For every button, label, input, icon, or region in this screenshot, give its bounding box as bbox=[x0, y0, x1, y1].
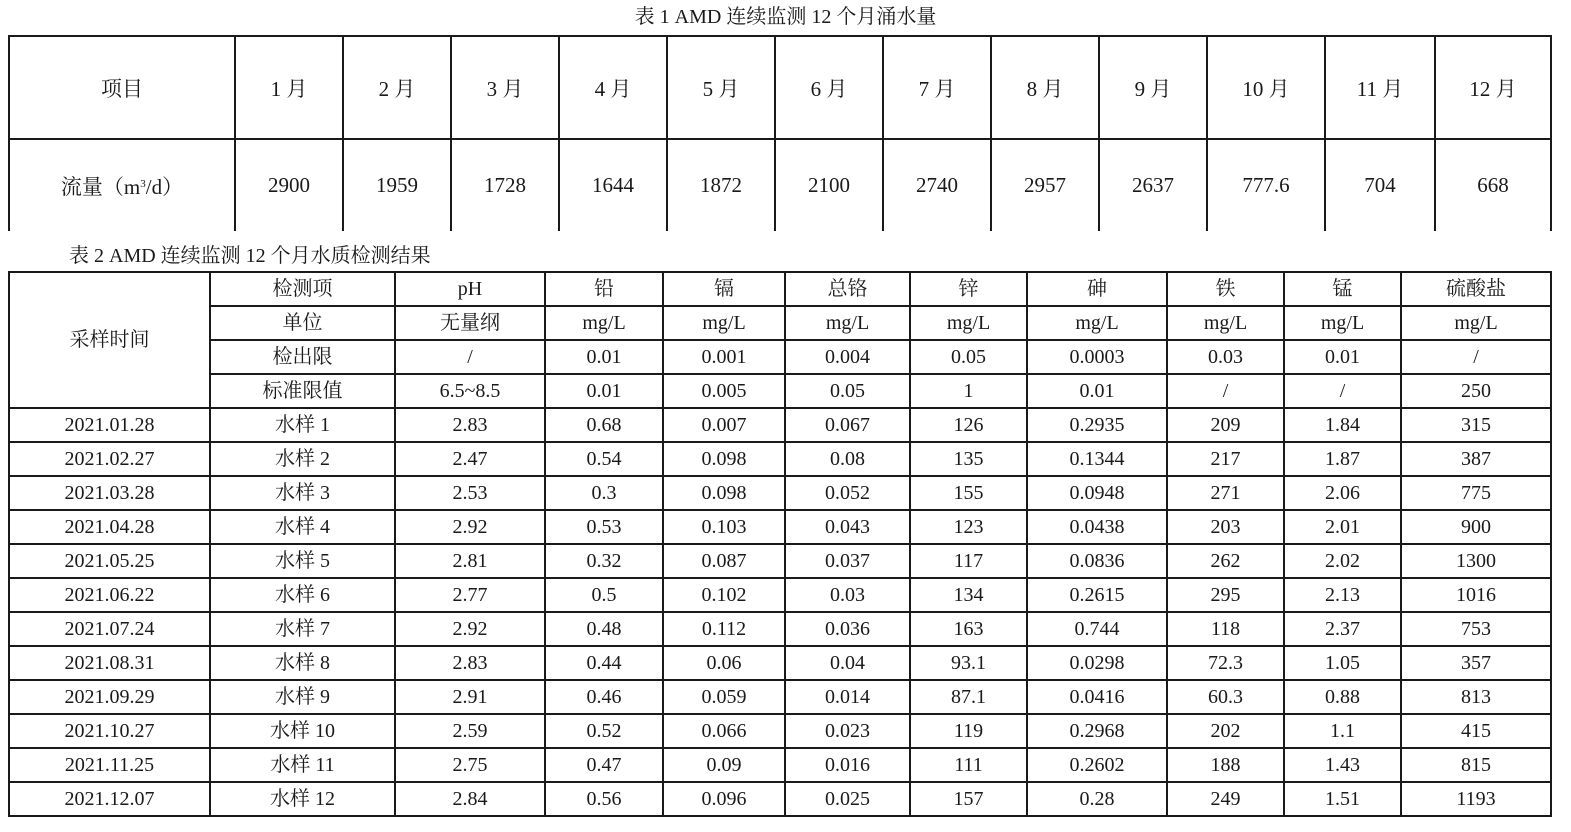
meta-cell: mg/L bbox=[545, 306, 663, 340]
header-cell: 5 月 bbox=[667, 36, 775, 139]
table-cell: 157 bbox=[910, 782, 1027, 816]
table-cell: 813 bbox=[1401, 680, 1551, 714]
table-cell: 0.102 bbox=[663, 578, 785, 612]
table-cell: 0.098 bbox=[663, 476, 785, 510]
header-cell: 6 月 bbox=[775, 36, 883, 139]
table-cell: 0.03 bbox=[785, 578, 910, 612]
table-cell: 2.92 bbox=[395, 510, 545, 544]
table-cell: 815 bbox=[1401, 748, 1551, 782]
flow-value: 777.6 bbox=[1207, 139, 1325, 231]
sample-name: 水样 9 bbox=[210, 680, 395, 714]
flow-label-post: /d） bbox=[145, 174, 184, 199]
table-cell: 0.037 bbox=[785, 544, 910, 578]
meta-cell: pH bbox=[395, 272, 545, 306]
table-cell: 2.47 bbox=[395, 442, 545, 476]
table-cell: 0.32 bbox=[545, 544, 663, 578]
table-row bbox=[9, 782, 1551, 816]
meta-cell: / bbox=[1401, 340, 1551, 374]
table-cell: 217 bbox=[1167, 442, 1284, 476]
meta-cell: 0.01 bbox=[1027, 374, 1167, 408]
flow-value: 1872 bbox=[667, 139, 775, 231]
sample-name: 水样 1 bbox=[210, 408, 395, 442]
table1-caption: 表 1 AMD 连续监测 12 个月涌水量 bbox=[634, 6, 937, 28]
table-cell: 0.025 bbox=[785, 782, 910, 816]
sampling-date: 2021.11.25 bbox=[9, 748, 210, 782]
table-cell: 0.103 bbox=[663, 510, 785, 544]
flow-label-cell bbox=[9, 139, 235, 231]
table-row bbox=[9, 408, 1551, 442]
table-cell: 0.744 bbox=[1027, 612, 1167, 646]
meta-cell: 1 bbox=[910, 374, 1027, 408]
table-cell: 0.007 bbox=[663, 408, 785, 442]
sample-name: 水样 3 bbox=[210, 476, 395, 510]
header-cell: 2 月 bbox=[343, 36, 451, 139]
table-cell: 0.059 bbox=[663, 680, 785, 714]
sample-name: 水样 5 bbox=[210, 544, 395, 578]
meta-cell: 0.01 bbox=[545, 374, 663, 408]
table-cell: 249 bbox=[1167, 782, 1284, 816]
meta-cell: 0.01 bbox=[1284, 340, 1401, 374]
flow-label-pre: 流量（m bbox=[60, 174, 141, 199]
table-cell: 2.02 bbox=[1284, 544, 1401, 578]
meta-row bbox=[9, 272, 1551, 306]
table-cell: 72.3 bbox=[1167, 646, 1284, 680]
table-cell: 0.04 bbox=[785, 646, 910, 680]
table-cell: 119 bbox=[910, 714, 1027, 748]
table-cell: 0.09 bbox=[663, 748, 785, 782]
table-cell: 295 bbox=[1167, 578, 1284, 612]
table-cell: 315 bbox=[1401, 408, 1551, 442]
table-cell: 1.1 bbox=[1284, 714, 1401, 748]
table-cell: 357 bbox=[1401, 646, 1551, 680]
table-cell: 87.1 bbox=[910, 680, 1027, 714]
table-cell: 163 bbox=[910, 612, 1027, 646]
flow-value: 1644 bbox=[559, 139, 667, 231]
meta-label: 单位 bbox=[210, 306, 395, 340]
table-cell: 2.37 bbox=[1284, 612, 1401, 646]
flow-value: 2900 bbox=[235, 139, 343, 231]
meta-cell: mg/L bbox=[1027, 306, 1167, 340]
table-row bbox=[9, 476, 1551, 510]
meta-cell: / bbox=[395, 340, 545, 374]
table-cell: 134 bbox=[910, 578, 1027, 612]
sampling-time-header: 采样时间 bbox=[9, 272, 210, 408]
flow-value: 668 bbox=[1435, 139, 1551, 231]
table-cell: 1300 bbox=[1401, 544, 1551, 578]
meta-cell: 0.001 bbox=[663, 340, 785, 374]
header-cell: 3 月 bbox=[451, 36, 559, 139]
table-cell: 0.0948 bbox=[1027, 476, 1167, 510]
table-cell: 0.0416 bbox=[1027, 680, 1167, 714]
sampling-date: 2021.01.28 bbox=[9, 408, 210, 442]
flow-value: 2100 bbox=[775, 139, 883, 231]
meta-row bbox=[9, 306, 1551, 340]
table-cell: 0.112 bbox=[663, 612, 785, 646]
table-cell: 0.54 bbox=[545, 442, 663, 476]
meta-cell: 镉 bbox=[663, 272, 785, 306]
sampling-date: 2021.05.25 bbox=[9, 544, 210, 578]
table-cell: 0.036 bbox=[785, 612, 910, 646]
table-cell: 0.0438 bbox=[1027, 510, 1167, 544]
meta-cell: mg/L bbox=[910, 306, 1027, 340]
table-cell: 0.096 bbox=[663, 782, 785, 816]
table-cell: 2.75 bbox=[395, 748, 545, 782]
table-cell: 0.28 bbox=[1027, 782, 1167, 816]
meta-cell: mg/L bbox=[663, 306, 785, 340]
table-cell: 900 bbox=[1401, 510, 1551, 544]
table-cell: 0.2935 bbox=[1027, 408, 1167, 442]
table-row bbox=[9, 612, 1551, 646]
table-cell: 118 bbox=[1167, 612, 1284, 646]
meta-row bbox=[9, 374, 1551, 408]
table-row bbox=[9, 578, 1551, 612]
header-cell: 1 月 bbox=[235, 36, 343, 139]
table-cell: 775 bbox=[1401, 476, 1551, 510]
table-cell: 60.3 bbox=[1167, 680, 1284, 714]
meta-label: 检测项 bbox=[210, 272, 395, 306]
table-cell: 271 bbox=[1167, 476, 1284, 510]
meta-cell: 硫酸盐 bbox=[1401, 272, 1551, 306]
table-cell: 155 bbox=[910, 476, 1027, 510]
table-row bbox=[9, 510, 1551, 544]
table-cell: 0.0298 bbox=[1027, 646, 1167, 680]
table-cell: 1016 bbox=[1401, 578, 1551, 612]
table-cell: 0.023 bbox=[785, 714, 910, 748]
meta-cell: 总铬 bbox=[785, 272, 910, 306]
table-cell: 135 bbox=[910, 442, 1027, 476]
table-cell: 0.016 bbox=[785, 748, 910, 782]
table-cell: 1.84 bbox=[1284, 408, 1401, 442]
meta-cell: 0.01 bbox=[545, 340, 663, 374]
table-cell: 2.83 bbox=[395, 408, 545, 442]
meta-cell: 铁 bbox=[1167, 272, 1284, 306]
table-cell: 0.68 bbox=[545, 408, 663, 442]
table-row bbox=[9, 748, 1551, 782]
meta-cell: 锰 bbox=[1284, 272, 1401, 306]
table-cell: 0.5 bbox=[545, 578, 663, 612]
table-cell: 2.92 bbox=[395, 612, 545, 646]
flow-table bbox=[8, 35, 1552, 231]
table-cell: 117 bbox=[910, 544, 1027, 578]
flow-value: 2740 bbox=[883, 139, 991, 231]
flow-values-row bbox=[9, 139, 1551, 231]
meta-cell: 6.5~8.5 bbox=[395, 374, 545, 408]
sample-name: 水样 4 bbox=[210, 510, 395, 544]
table-row bbox=[9, 544, 1551, 578]
flow-value: 704 bbox=[1325, 139, 1435, 231]
table-cell: 415 bbox=[1401, 714, 1551, 748]
table-cell: 202 bbox=[1167, 714, 1284, 748]
flow-value: 1959 bbox=[343, 139, 451, 231]
table-cell: 2.77 bbox=[395, 578, 545, 612]
meta-cell: 锌 bbox=[910, 272, 1027, 306]
table-cell: 0.2968 bbox=[1027, 714, 1167, 748]
table-cell: 0.46 bbox=[545, 680, 663, 714]
table-cell: 1.43 bbox=[1284, 748, 1401, 782]
sample-name: 水样 12 bbox=[210, 782, 395, 816]
flow-value: 1728 bbox=[451, 139, 559, 231]
table-cell: 126 bbox=[910, 408, 1027, 442]
table-cell: 2.59 bbox=[395, 714, 545, 748]
meta-label: 标准限值 bbox=[210, 374, 395, 408]
table-cell: 262 bbox=[1167, 544, 1284, 578]
sampling-date: 2021.12.07 bbox=[9, 782, 210, 816]
table-cell: 203 bbox=[1167, 510, 1284, 544]
table-cell: 0.08 bbox=[785, 442, 910, 476]
table-cell: 387 bbox=[1401, 442, 1551, 476]
sampling-date: 2021.08.31 bbox=[9, 646, 210, 680]
meta-row bbox=[9, 340, 1551, 374]
table-cell: 0.066 bbox=[663, 714, 785, 748]
meta-cell: 砷 bbox=[1027, 272, 1167, 306]
table-cell: 0.098 bbox=[663, 442, 785, 476]
meta-cell: mg/L bbox=[1284, 306, 1401, 340]
meta-cell: 0.05 bbox=[785, 374, 910, 408]
sample-name: 水样 8 bbox=[210, 646, 395, 680]
table-cell: 0.53 bbox=[545, 510, 663, 544]
meta-cell: mg/L bbox=[785, 306, 910, 340]
header-cell: 12 月 bbox=[1435, 36, 1551, 139]
table2-caption: 表 2 AMD 连续监测 12 个月水质检测结果 bbox=[69, 245, 431, 267]
table-row bbox=[9, 442, 1551, 476]
table-cell: 111 bbox=[910, 748, 1027, 782]
meta-cell: 0.004 bbox=[785, 340, 910, 374]
sampling-date: 2021.06.22 bbox=[9, 578, 210, 612]
table-cell: 2.91 bbox=[395, 680, 545, 714]
table-cell: 0.88 bbox=[1284, 680, 1401, 714]
sampling-date: 2021.02.27 bbox=[9, 442, 210, 476]
meta-cell: 250 bbox=[1401, 374, 1551, 408]
table-row bbox=[9, 646, 1551, 680]
flow-value: 2637 bbox=[1099, 139, 1207, 231]
flow-label-sup: 3 bbox=[140, 177, 146, 190]
table-cell: 0.2615 bbox=[1027, 578, 1167, 612]
sample-name: 水样 11 bbox=[210, 748, 395, 782]
table-cell: 0.56 bbox=[545, 782, 663, 816]
meta-cell: 0.0003 bbox=[1027, 340, 1167, 374]
table-cell: 0.043 bbox=[785, 510, 910, 544]
sampling-date: 2021.10.27 bbox=[9, 714, 210, 748]
table-cell: 123 bbox=[910, 510, 1027, 544]
table-cell: 2.81 bbox=[395, 544, 545, 578]
meta-cell: mg/L bbox=[1401, 306, 1551, 340]
table-cell: 2.06 bbox=[1284, 476, 1401, 510]
water-quality-table bbox=[8, 271, 1552, 817]
meta-cell: 0.05 bbox=[910, 340, 1027, 374]
table-cell: 0.014 bbox=[785, 680, 910, 714]
meta-cell: 无量纲 bbox=[395, 306, 545, 340]
table-cell: 2.53 bbox=[395, 476, 545, 510]
water-quality-body bbox=[9, 272, 1551, 816]
table-cell: 2.84 bbox=[395, 782, 545, 816]
table-cell: 0.0836 bbox=[1027, 544, 1167, 578]
flow-value: 2957 bbox=[991, 139, 1099, 231]
table-cell: 1.05 bbox=[1284, 646, 1401, 680]
flow-header-row bbox=[9, 36, 1551, 139]
table-cell: 209 bbox=[1167, 408, 1284, 442]
table-cell: 1193 bbox=[1401, 782, 1551, 816]
table-cell: 2.01 bbox=[1284, 510, 1401, 544]
meta-cell: / bbox=[1284, 374, 1401, 408]
table-cell: 0.48 bbox=[545, 612, 663, 646]
table-cell: 2.13 bbox=[1284, 578, 1401, 612]
sampling-date: 2021.03.28 bbox=[9, 476, 210, 510]
table-row bbox=[9, 714, 1551, 748]
table-cell: 0.1344 bbox=[1027, 442, 1167, 476]
sampling-date: 2021.07.24 bbox=[9, 612, 210, 646]
sample-name: 水样 6 bbox=[210, 578, 395, 612]
table-cell: 0.06 bbox=[663, 646, 785, 680]
table-cell: 0.2602 bbox=[1027, 748, 1167, 782]
table-cell: 1.87 bbox=[1284, 442, 1401, 476]
table-cell: 0.067 bbox=[785, 408, 910, 442]
sample-name: 水样 10 bbox=[210, 714, 395, 748]
meta-cell: mg/L bbox=[1167, 306, 1284, 340]
header-cell: 11 月 bbox=[1325, 36, 1435, 139]
header-cell: 项目 bbox=[9, 36, 235, 139]
sampling-date: 2021.04.28 bbox=[9, 510, 210, 544]
header-cell: 10 月 bbox=[1207, 36, 1325, 139]
table-cell: 93.1 bbox=[910, 646, 1027, 680]
header-cell: 8 月 bbox=[991, 36, 1099, 139]
meta-cell: / bbox=[1167, 374, 1284, 408]
header-cell: 7 月 bbox=[883, 36, 991, 139]
table-cell: 0.3 bbox=[545, 476, 663, 510]
meta-cell: 0.03 bbox=[1167, 340, 1284, 374]
table-row bbox=[9, 680, 1551, 714]
table-cell: 0.44 bbox=[545, 646, 663, 680]
sample-name: 水样 7 bbox=[210, 612, 395, 646]
table-cell: 0.52 bbox=[545, 714, 663, 748]
table-cell: 753 bbox=[1401, 612, 1551, 646]
header-cell: 9 月 bbox=[1099, 36, 1207, 139]
sample-name: 水样 2 bbox=[210, 442, 395, 476]
table-cell: 0.052 bbox=[785, 476, 910, 510]
table-cell: 188 bbox=[1167, 748, 1284, 782]
table-cell: 2.83 bbox=[395, 646, 545, 680]
meta-cell: 铅 bbox=[545, 272, 663, 306]
header-cell: 4 月 bbox=[559, 36, 667, 139]
table-cell: 1.51 bbox=[1284, 782, 1401, 816]
meta-label: 检出限 bbox=[210, 340, 395, 374]
table-cell: 0.47 bbox=[545, 748, 663, 782]
sampling-date: 2021.09.29 bbox=[9, 680, 210, 714]
meta-cell: 0.005 bbox=[663, 374, 785, 408]
table-cell: 0.087 bbox=[663, 544, 785, 578]
